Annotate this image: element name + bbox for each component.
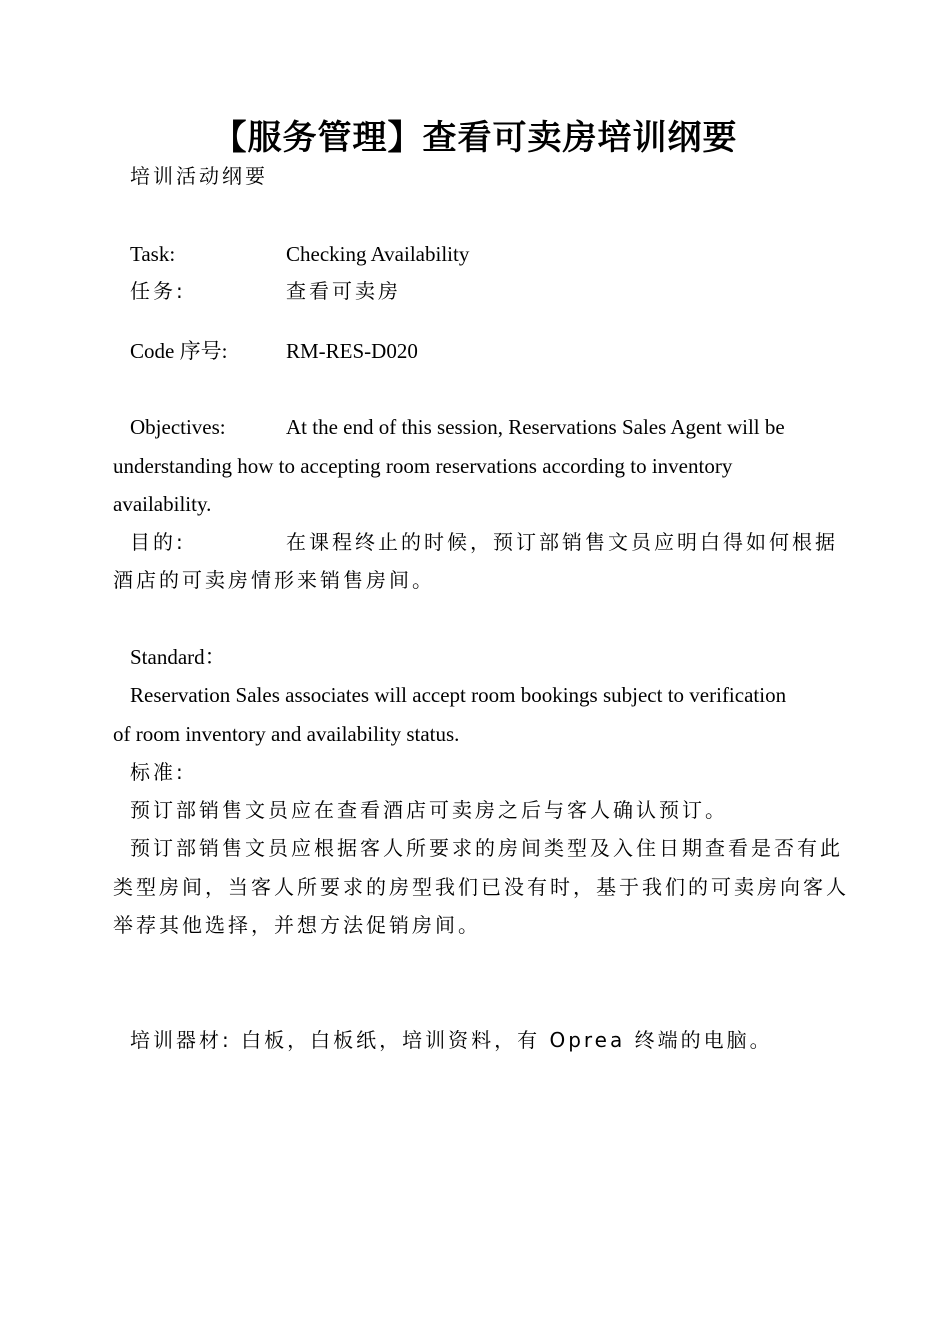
standard-text-en-line2: of room inventory and availability status. <box>113 722 460 746</box>
standard-text-en-line1: Reservation Sales associates will accept room bookings subject to verification <box>130 683 787 707</box>
standard-text-cn-line4: 举荐其他选择，并想方法促销房间。 <box>113 913 481 937</box>
subtitle: 培训活动纲要 <box>130 164 268 188</box>
objectives-text-cn-line2: 酒店的可卖房情形来销售房间。 <box>113 568 435 592</box>
task-label-cn: 任务: <box>130 279 186 303</box>
objectives-label-en: Objectives: <box>130 415 226 439</box>
code-label: Code 序号: <box>130 339 228 363</box>
task-value-cn: 查看可卖房 <box>286 279 401 303</box>
standard-label-cn: 标准: <box>130 760 186 784</box>
task-label-en: Task: <box>130 242 176 266</box>
standard-label-en: Standard： <box>130 645 226 669</box>
standard-text-cn-line3: 类型房间，当客人所要求的房型我们已没有时，基于我们的可卖房向客人 <box>113 875 849 899</box>
standard-text-cn-line2: 预订部销售文员应根据客人所要求的房间类型及入住日期查看是否有此 <box>130 836 843 860</box>
standard-text-cn-line1: 预订部销售文员应在查看酒店可卖房之后与客人确认预订。 <box>130 798 728 822</box>
objectives-text-en-line3: availability. <box>113 492 212 516</box>
objectives-label-cn: 目的: <box>130 530 186 554</box>
objectives-text-en-line2: understanding how to accepting room reservations according to inventory <box>113 454 733 478</box>
document-title: 【服务管理】查看可卖房培训纲要 <box>212 120 738 157</box>
objectives-text-cn-first: 在课程终止的时候，预订部销售文员应明白得如何根据 <box>286 530 838 554</box>
task-value-en: Checking Availability <box>286 242 470 266</box>
objectives-text-en-first: At the end of this session, Reservations Sales Agent will be <box>286 415 785 439</box>
code-value: RM-RES-D020 <box>286 339 418 363</box>
training-equipment: 培训器材: 白板，白板纸，培训资料，有 Oprea 终端的电脑。 <box>130 1028 773 1052</box>
